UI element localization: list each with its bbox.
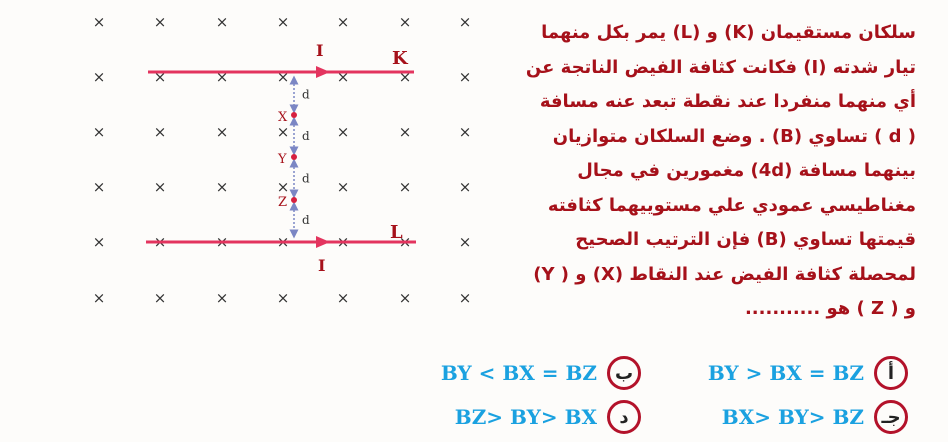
field-cross: × [276, 123, 290, 141]
field-cross: × [398, 123, 412, 141]
question-text [476, 16, 916, 327]
field-cross: × [215, 123, 229, 141]
field-cross: × [336, 68, 350, 86]
question-line: تيار شدته (I) فكانت كثافة الفيض الناتجة عن [525, 56, 916, 78]
wire-label-l: L [390, 222, 403, 243]
field-cross: × [276, 289, 290, 307]
field-cross: × [398, 289, 412, 307]
question-line: و ( Z ) هو ........... [744, 298, 916, 319]
field-cross: × [336, 233, 350, 251]
option-j-letter: جـ [874, 400, 908, 434]
current-label-l: I [318, 256, 326, 275]
field-cross: × [458, 123, 472, 141]
current-arrow-k [316, 66, 330, 78]
field-cross: × [153, 123, 167, 141]
field-cross: × [336, 178, 350, 196]
question-line: لمحصلة كثافة الفيض عند النقاط (X) و ( Y) [533, 263, 916, 285]
point-y-label: Y [278, 152, 287, 167]
question-line: قيمتها تساوي (B) فإن الترتيب الصحيح [575, 229, 916, 250]
question-line: سلكان مستقيمان (K) و (L) يمر بكل منهما [541, 22, 916, 43]
option-j-expression: BX> BY> BZ [721, 405, 864, 429]
current-label-k: I [316, 41, 324, 60]
field-cross: × [398, 68, 412, 86]
distance-label: d [302, 171, 310, 186]
field-cross: × [92, 68, 106, 86]
option-d[interactable] [455, 400, 641, 434]
option-a[interactable] [708, 356, 908, 390]
field-cross: × [153, 233, 167, 251]
field-cross: × [215, 68, 229, 86]
field-cross: × [336, 289, 350, 307]
magnetic-field-figure [0, 0, 480, 320]
field-cross: × [458, 13, 472, 31]
field-cross: × [153, 13, 167, 31]
option-a-expression: BY > BX = BZ [707, 361, 864, 385]
field-cross: × [276, 233, 290, 251]
field-cross: × [458, 289, 472, 307]
field-cross: × [276, 13, 290, 31]
option-b-letter: ب [607, 356, 641, 390]
option-j[interactable] [722, 400, 908, 434]
question-line: بينهما مسافة (4d) مغمورين في مجال [577, 160, 916, 181]
field-cross: × [153, 68, 167, 86]
option-a-letter: أ [874, 356, 908, 390]
option-b-expression: BY < BX = BZ [440, 361, 597, 385]
field-cross: × [215, 13, 229, 31]
point-x-label: X [278, 110, 288, 125]
field-cross: × [458, 178, 472, 196]
option-b[interactable] [441, 356, 641, 390]
field-cross: × [215, 178, 229, 196]
point-x [291, 112, 297, 118]
field-cross: × [336, 123, 350, 141]
field-cross: × [92, 178, 106, 196]
field-cross: × [458, 68, 472, 86]
distance-label: d [302, 213, 310, 227]
field-cross: × [215, 289, 229, 307]
field-cross: × [92, 233, 106, 251]
distance-label: d [302, 129, 310, 143]
question-line: ( d ) تساوي (B) . وضع السلكان متوازيان [552, 125, 916, 147]
field-cross: × [276, 68, 290, 86]
question-line: مغناطيسي عمودي علي مستوييهما كثافته [547, 194, 916, 216]
field-cross: × [153, 289, 167, 307]
option-d-expression: BZ> BY> BX [454, 405, 597, 429]
field-cross: × [153, 178, 167, 196]
field-cross: × [276, 178, 290, 196]
distance-label: d [302, 87, 310, 102]
field-cross: × [215, 233, 229, 251]
field-cross: × [92, 123, 106, 141]
field-cross: × [398, 233, 412, 251]
field-cross: × [398, 178, 412, 196]
point-y [291, 154, 297, 160]
field-cross: × [398, 13, 412, 31]
current-arrow-l [316, 236, 330, 248]
option-d-letter: د [607, 400, 641, 434]
field-cross: × [92, 13, 106, 31]
wire-label-k: K [392, 48, 408, 69]
point-z-label: Z [278, 195, 288, 210]
question-line: أي منهما منفردا عند نقطة تبعد عنه مسافة [539, 91, 916, 112]
field-cross: × [458, 233, 472, 251]
field-cross: × [92, 289, 106, 307]
point-z [291, 197, 297, 203]
field-cross: × [336, 13, 350, 31]
